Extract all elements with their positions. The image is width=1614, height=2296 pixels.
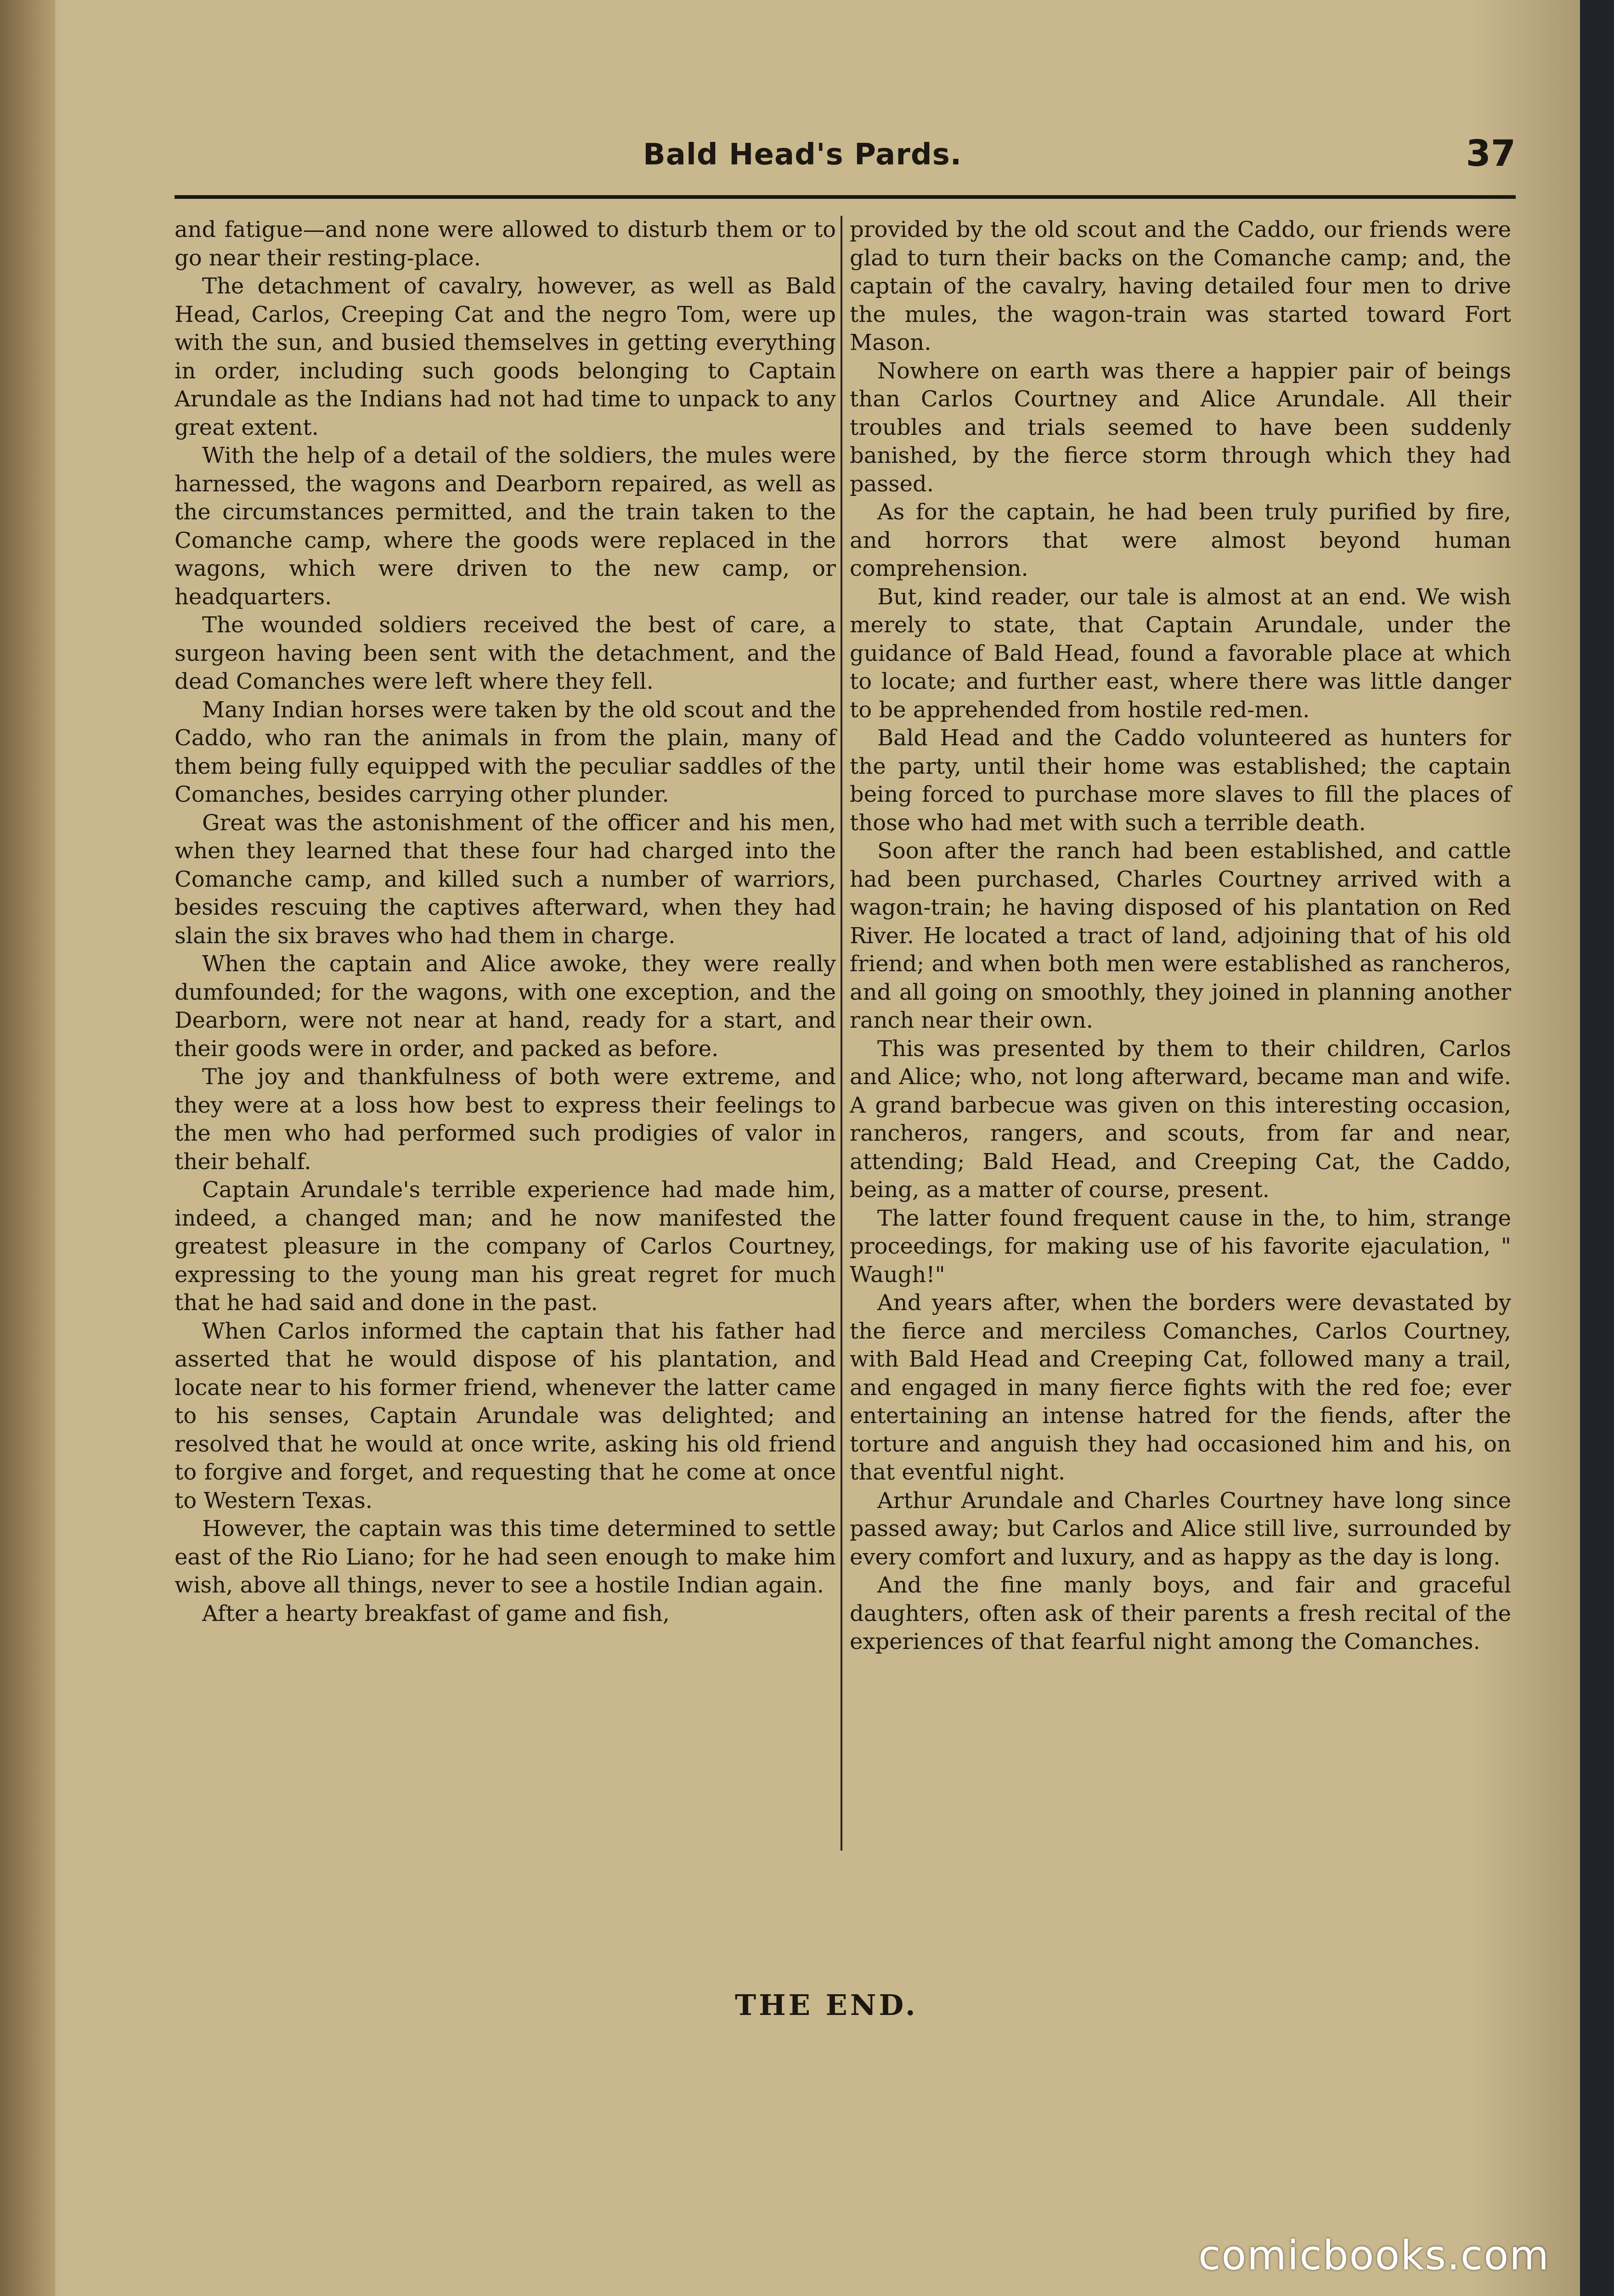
- column-divider: [841, 216, 842, 1851]
- paragraph: The detachment of cavalry, however, as well as Bald Head, Carlos, Creeping Cat and the negro Tom, were up with the sun, and busied themselves in getting everything in order, including such goods belonging to Captain Arundale as the Indians had not had time to unpack to any great extent.: [175, 273, 836, 440]
- paragraph: This was presented by them to their children, Carlos and Alice; who, not long afterward, became man and wife. A grand barbecue was given on this interesting occasion, rancheros, rangers, and scouts, from far and near, attending; Bald Head, and Creeping Cat, the Caddo, being, as a matter of course, present.: [850, 1035, 1511, 1203]
- paragraph: The wounded soldiers received the best of care, a surgeon having been sent with the detachment, and the dead Comanches were left where they fell.: [175, 612, 836, 694]
- page-header: [175, 133, 1516, 184]
- paragraph: But, kind reader, our tale is almost at an end. We wish merely to state, that Captain Arundale, under the guidance of Bald Head, found a favorable place at which to locate; and further east, where there was little danger to be apprehended from hostile red-men.: [850, 584, 1511, 723]
- paragraph: When Carlos informed the captain that his father had asserted that he would dispose of his plantation, and locate near to his former friend, whenever the latter came to his senses, Captain Arundale was delighted; and resolved that he would at once write, asking his old friend to forgive and forget, and requesting that he come at once to Western Texas.: [175, 1318, 836, 1514]
- paragraph: and fatigue—and none were allowed to disturb them or to go near their resting-place.: [175, 217, 836, 271]
- left-column: [175, 216, 836, 1628]
- paragraph: With the help of a detail of the soldiers, the mules were harnessed, the wagons and Dearborn repaired, as well as the circumstances permitted, and the train taken to the Comanche camp, where the goods were replaced in the wagons, which were driven to the new camp, or headquarters.: [175, 443, 836, 610]
- paragraph: And the fine manly boys, and fair and graceful daughters, often ask of their parents a fresh recital of the experiences of that fearful night among the Comanches.: [850, 1572, 1511, 1654]
- paragraph: Many Indian horses were taken by the old scout and the Caddo, who ran the animals in from the plain, many of them being fully equipped with the peculiar saddles of the Comanches, besides carrying other plunder.: [175, 697, 836, 807]
- paragraph: Bald Head and the Caddo volunteered as hunters for the party, until their home was established; the captain being forced to purchase more slaves to fill the places of those who had met with such a terrible death.: [850, 725, 1511, 836]
- paragraph: Soon after the ranch had been established, and cattle had been purchased, Charles Courtney arrived with a wagon-train; he having disposed of his plantation on Red River. He located a tract of land, adjoining that of his old friend; and when both men were established as rancheros, and all going on smoothly, they joined in planning another ranch near their own.: [850, 838, 1511, 1033]
- page-number: 37: [1466, 133, 1516, 174]
- paragraph: Arthur Arundale and Charles Courtney have long since passed away; but Carlos and Alice still live, surrounded by every comfort and luxury, and as happy as the day is long.: [850, 1487, 1511, 1570]
- paragraph: As for the captain, he had been truly purified by fire, and horrors that were almost beyond human comprehension.: [850, 499, 1511, 581]
- watermark: comicbooks.com: [1198, 2232, 1550, 2279]
- paragraph: Nowhere on earth was there a happier pair of beings than Carlos Courtney and Alice Arundale. All their troubles and trials seemed to have been suddenly banished, by the fierce storm through which they had passed.: [850, 358, 1511, 497]
- header-rule: [175, 195, 1516, 199]
- paragraph: However, the captain was this time determined to settle east of the Rio Liano; for he had seen enough to make him wish, above all things, never to see a hostile Indian again.: [175, 1516, 836, 1598]
- paragraph: Captain Arundale's terrible experience had made him, indeed, a changed man; and he now manifested the greatest pleasure in the company of Carlos Courtney, expressing to the young man his great regret for much that he had said and done in the past.: [175, 1177, 836, 1316]
- paragraph: Great was the astonishment of the officer and his men, when they learned that these four had charged into the Comanche camp, and killed such a number of warriors, besides rescuing the captives afterward, when they had slain the six braves who had them in charge.: [175, 810, 836, 949]
- paragraph: After a hearty breakfast of game and fish,: [202, 1600, 670, 1626]
- paragraph: The latter found frequent cause in the, to him, strange proceedings, for making use of his favorite ejaculation, " Waugh!": [850, 1205, 1511, 1288]
- paragraph: When the captain and Alice awoke, they were really dumfounded; for the wagons, with one exception, and the Dearborn, were not near at hand, ready for a start, and their goods were in order, and packed as before.: [175, 951, 836, 1062]
- closing-text: THE END.: [735, 1988, 918, 2022]
- right-column: [850, 216, 1511, 1656]
- paragraph: The joy and thankfulness of both were extreme, and they were at a loss how best to express their feelings to the men who had performed such prodigies of valor in their behalf.: [175, 1064, 836, 1175]
- page-spine-shadow: [0, 0, 55, 2296]
- paragraph: And years after, when the borders were devastated by the fierce and merciless Comanches, Carlos Courtney, with Bald Head and Creeping Cat, followed many a trail, and engaged in many fierce fights with the red foe; ever entertaining an intense hatred for the fiends, after the torture and anguish they had occasioned him and his, on that eventful night.: [850, 1290, 1511, 1485]
- paragraph: provided by the old scout and the Caddo, our friends were glad to turn their backs on the Comanche camp; and, the captain of the cavalry, having detailed four men to drive the mules, the wagon-train was started toward Fort Mason.: [850, 217, 1511, 355]
- running-title: Bald Head's Pards.: [643, 138, 962, 172]
